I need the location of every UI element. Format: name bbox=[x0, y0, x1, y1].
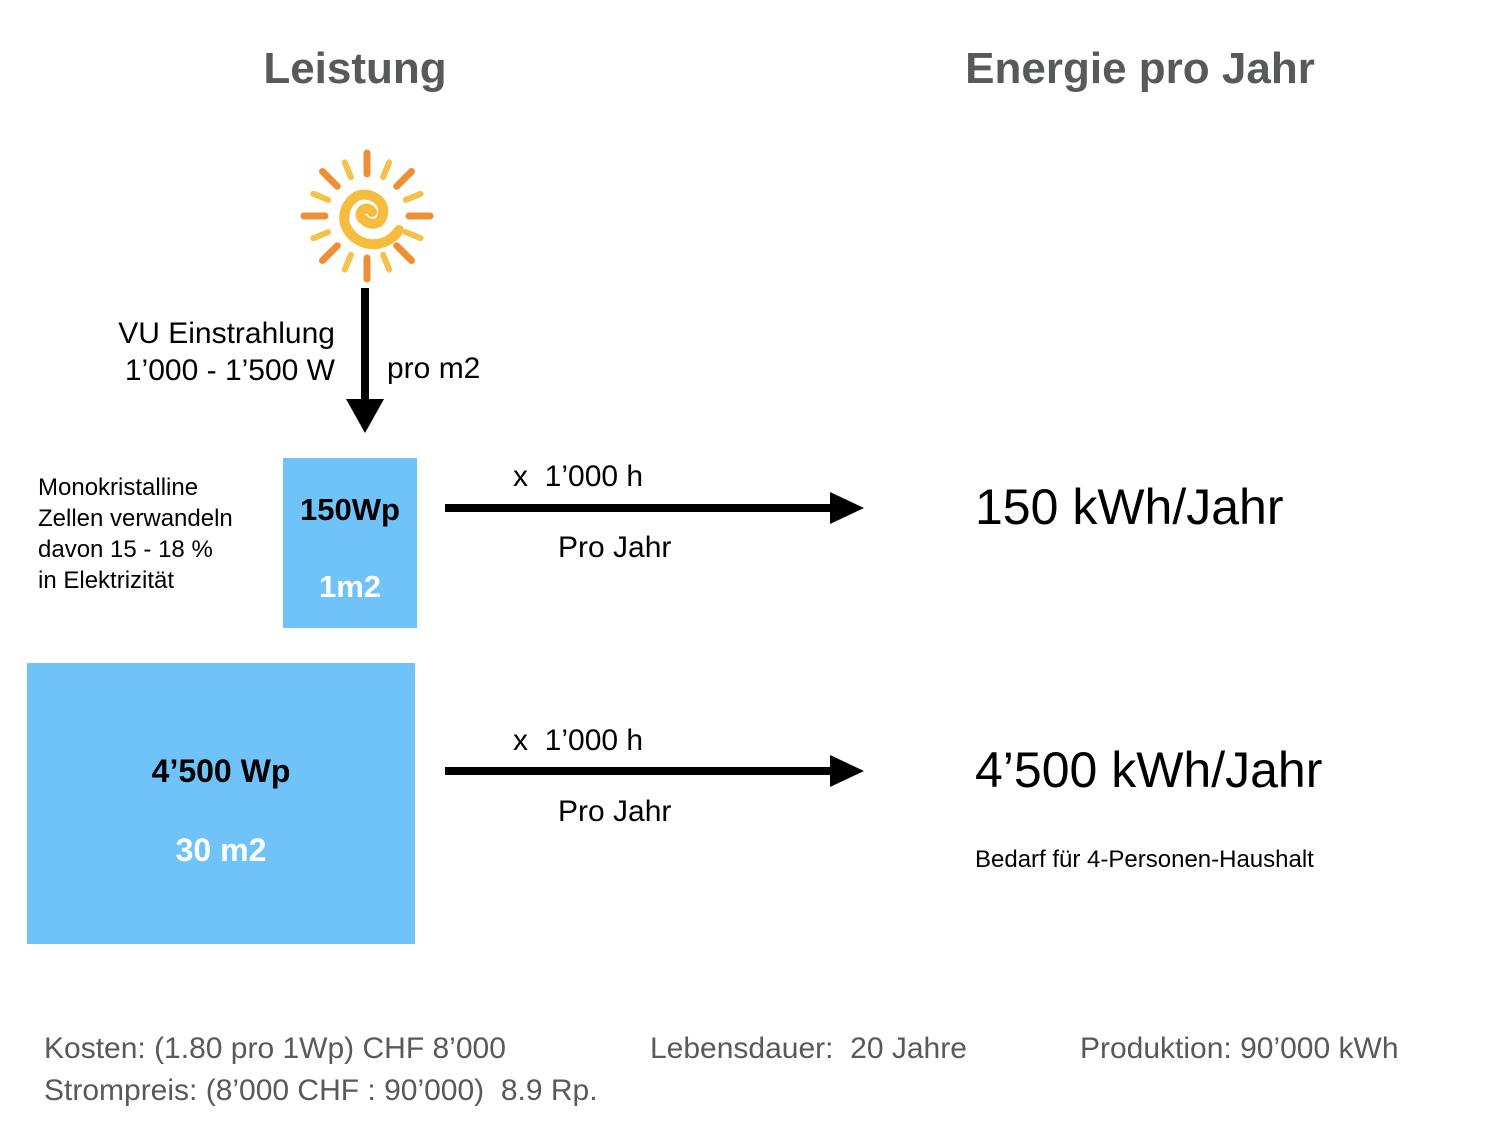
panel-large-area: 30 m2 bbox=[175, 832, 267, 868]
result-large: 4’500 kWh/Jahr bbox=[975, 742, 1323, 798]
cells-note-line4: in Elektrizität bbox=[38, 567, 175, 594]
irradiation-line2: 1’000 - 1’500 W bbox=[124, 354, 335, 387]
irradiation-label bbox=[40, 315, 335, 389]
footer-lebensdauer: Lebensdauer: 20 Jahre bbox=[650, 1032, 967, 1065]
arrow-small-period: Pro Jahr bbox=[558, 531, 672, 564]
sun-icon bbox=[292, 141, 442, 291]
panel-large bbox=[27, 663, 415, 944]
cells-note-line3: davon 15 - 18 % bbox=[38, 536, 213, 563]
footer-produktion: Produktion: 90’000 kWh bbox=[1080, 1032, 1399, 1065]
arrow-small-factor: x 1’000 h bbox=[513, 460, 644, 493]
column-title-energie-pro-jahr: Energie pro Jahr bbox=[965, 44, 1315, 93]
arrow-small-head bbox=[830, 492, 864, 524]
column-title-leistung: Leistung bbox=[263, 44, 447, 93]
panel-small-power: 150Wp bbox=[300, 492, 400, 527]
down-arrow-shaft bbox=[361, 288, 369, 400]
down-arrow-head bbox=[346, 399, 384, 433]
panel-small bbox=[283, 458, 417, 628]
panel-small-area: 1m2 bbox=[318, 569, 382, 604]
cells-note bbox=[38, 472, 233, 596]
panel-large-power: 4’500 Wp bbox=[151, 753, 291, 789]
result-small: 150 kWh/Jahr bbox=[975, 479, 1284, 535]
arrow-large-period: Pro Jahr bbox=[558, 795, 672, 828]
footer-kosten: Kosten: (1.80 pro 1Wp) CHF 8’000 bbox=[44, 1032, 506, 1065]
arrow-large-shaft bbox=[445, 767, 835, 775]
cells-note-line1: Monokristalline bbox=[38, 474, 199, 501]
result-large-note: Bedarf für 4-Personen-Haushalt bbox=[975, 846, 1314, 873]
per-m2-label: pro m2 bbox=[387, 352, 481, 385]
footer-strompreis: Strompreis: (8’000 CHF : 90’000) 8.9 Rp. bbox=[44, 1074, 598, 1107]
cells-note-line2: Zellen verwandeln bbox=[38, 505, 233, 532]
arrow-large-head bbox=[830, 755, 864, 787]
arrow-large-factor: x 1’000 h bbox=[513, 724, 644, 757]
irradiation-line1: VU Einstrahlung bbox=[118, 317, 335, 350]
arrow-small-shaft bbox=[445, 504, 835, 512]
